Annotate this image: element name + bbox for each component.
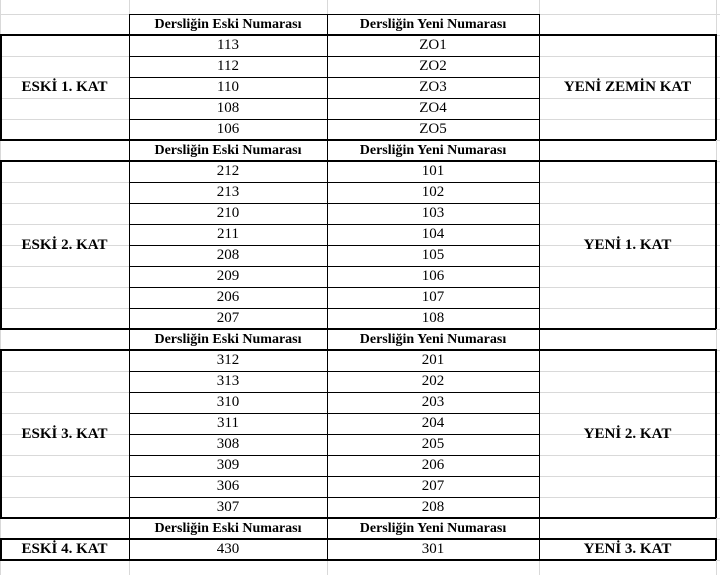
old-room-number: 307 xyxy=(216,499,240,515)
header-new-number: Dersliğin Yeni Numarası xyxy=(359,142,507,158)
border xyxy=(539,140,540,161)
border xyxy=(539,518,540,539)
header-new-number: Dersliğin Yeni Numarası xyxy=(359,331,507,347)
old-room-number: 310 xyxy=(216,394,240,410)
old-room-number: 311 xyxy=(217,415,239,431)
old-room-number: 312 xyxy=(216,352,240,368)
new-room-number: 205 xyxy=(421,436,445,452)
header-old-number: Dersliğin Eski Numarası xyxy=(154,16,302,32)
old-room-number: 207 xyxy=(216,310,240,326)
old-room-number: 212 xyxy=(216,163,240,179)
border xyxy=(129,329,130,350)
border xyxy=(129,518,130,539)
new-room-number: 207 xyxy=(421,478,445,494)
new-room-number: 107 xyxy=(421,289,445,305)
new-room-number: 108 xyxy=(421,310,445,326)
new-room-number: 202 xyxy=(421,373,445,389)
border xyxy=(327,329,328,350)
new-room-number: 105 xyxy=(421,247,445,263)
old-room-number: 208 xyxy=(216,247,240,263)
border xyxy=(327,14,328,35)
new-room-number: 103 xyxy=(421,205,445,221)
old-room-number: 209 xyxy=(216,268,240,284)
old-room-number: 308 xyxy=(216,436,240,452)
old-room-number: 113 xyxy=(217,37,239,53)
new-room-number: 102 xyxy=(421,184,445,200)
old-room-number: 110 xyxy=(217,79,239,95)
new-room-number: 206 xyxy=(421,457,445,473)
new-room-number: ZO3 xyxy=(419,79,447,95)
border xyxy=(129,140,539,141)
old-floor-label: ESKİ 3. KAT xyxy=(21,425,108,442)
old-room-number: 309 xyxy=(216,457,240,473)
new-room-number: ZO5 xyxy=(419,121,447,137)
new-room-number: 101 xyxy=(421,163,445,179)
old-room-number: 213 xyxy=(216,184,240,200)
header-old-number: Dersliğin Eski Numarası xyxy=(154,142,302,158)
old-room-number: 112 xyxy=(217,58,239,74)
border xyxy=(129,518,539,519)
new-floor-label: YENİ 1. KAT xyxy=(583,236,672,253)
old-room-number: 206 xyxy=(216,289,240,305)
header-old-number: Dersliğin Eski Numarası xyxy=(154,520,302,536)
new-floor-label: YENİ ZEMİN KAT xyxy=(563,79,692,95)
old-room-number: 313 xyxy=(216,373,240,389)
new-room-number: 201 xyxy=(421,352,445,368)
old-floor-label: ESKİ 2. KAT xyxy=(21,236,108,253)
new-room-number: 106 xyxy=(421,268,445,284)
border xyxy=(539,329,540,350)
border xyxy=(327,518,328,539)
new-floor-label: YENİ 3. KAT xyxy=(583,541,672,557)
border xyxy=(129,140,130,161)
new-floor-label: YENİ 2. KAT xyxy=(583,425,672,442)
border xyxy=(539,14,540,35)
header-new-number: Dersliğin Yeni Numarası xyxy=(359,16,507,32)
new-room-number: 104 xyxy=(421,226,445,242)
old-room-number: 106 xyxy=(216,121,240,137)
new-room-number: 301 xyxy=(421,541,445,557)
old-room-number: 108 xyxy=(216,100,240,116)
old-floor-label: ESKİ 4. KAT xyxy=(21,541,108,557)
new-room-number: ZO1 xyxy=(419,37,447,53)
old-room-number: 306 xyxy=(216,478,240,494)
old-room-number: 430 xyxy=(216,541,240,557)
old-room-number: 210 xyxy=(216,205,240,221)
new-room-number: 208 xyxy=(421,499,445,515)
old-room-number: 211 xyxy=(217,226,239,242)
new-room-number: ZO2 xyxy=(419,58,447,74)
header-new-number: Dersliğin Yeni Numarası xyxy=(359,520,507,536)
border xyxy=(129,14,130,35)
border xyxy=(129,14,539,15)
old-floor-label: ESKİ 1. KAT xyxy=(21,79,108,95)
new-room-number: ZO4 xyxy=(419,100,447,116)
border xyxy=(129,329,539,330)
border xyxy=(327,140,328,161)
new-room-number: 203 xyxy=(421,394,445,410)
header-old-number: Dersliğin Eski Numarası xyxy=(154,331,302,347)
new-room-number: 204 xyxy=(421,415,445,431)
